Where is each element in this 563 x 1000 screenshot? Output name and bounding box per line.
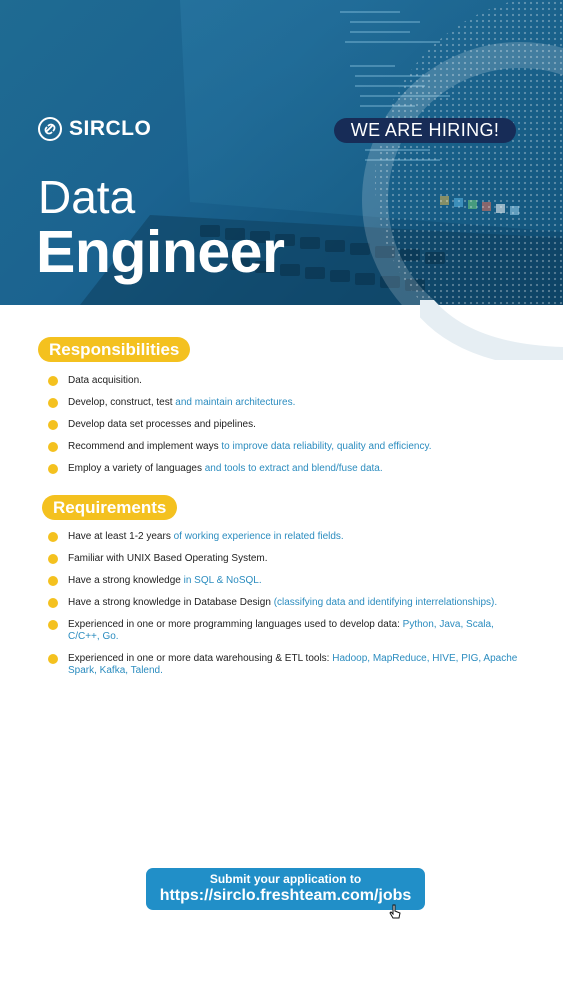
list-item: Experienced in one or more data warehousing & ETL tools: Hadoop, MapReduce, HIVE, PIG, Apache Spark, Kafka, Talend. xyxy=(48,653,518,677)
requirements-list xyxy=(48,531,518,677)
list-item: Have at least 1-2 years of working experience in related fields. xyxy=(48,531,518,543)
hiring-badge: WE ARE HIRING! xyxy=(334,118,516,143)
bullet-icon xyxy=(48,442,58,452)
responsibilities-heading: Responsibilities xyxy=(38,337,190,362)
application-url[interactable]: https://sirclo.freshteam.com/jobs xyxy=(159,887,412,904)
list-item: Develop data set processes and pipelines. xyxy=(48,419,528,431)
bullet-icon xyxy=(48,576,58,586)
job-title-line1: Data xyxy=(38,171,136,223)
bullet-icon xyxy=(48,464,58,474)
link-icon xyxy=(38,117,62,141)
bullet-icon xyxy=(48,598,58,608)
sirclo-logo xyxy=(38,115,151,143)
list-item: Develop, construct, test and maintain architectures. xyxy=(48,397,528,409)
hero-banner xyxy=(0,0,563,305)
apply-link-button[interactable] xyxy=(146,868,425,910)
cta-text: Submit your application to xyxy=(209,872,362,886)
bullet-icon xyxy=(48,554,58,564)
bullet-icon xyxy=(48,654,58,664)
decorative-ring xyxy=(420,300,563,360)
list-item: Data acquisition. xyxy=(48,375,528,387)
bullet-icon xyxy=(48,398,58,408)
list-item: Employ a variety of languages and tools to extract and blend/fuse data. xyxy=(48,463,528,475)
list-item: Have a strong knowledge in Database Design (classifying data and identifying interrelationships). xyxy=(48,597,518,609)
job-title-line2: Engineer xyxy=(36,219,285,285)
list-item: Experienced in one or more programming languages used to develop data: Python, Java, Scala, C/C++, Go. xyxy=(48,619,518,643)
list-item: Have a strong knowledge in SQL & NoSQL. xyxy=(48,575,518,587)
bullet-icon xyxy=(48,620,58,630)
bullet-icon xyxy=(48,376,58,386)
bullet-icon xyxy=(48,532,58,542)
requirements-heading: Requirements xyxy=(42,495,177,520)
brand-name: SIRCLO xyxy=(69,117,152,140)
bullet-icon xyxy=(48,420,58,430)
pointer-cursor-icon xyxy=(388,904,402,922)
responsibilities-list xyxy=(48,375,528,475)
list-item: Familiar with UNIX Based Operating System. xyxy=(48,553,518,565)
list-item: Recommend and implement ways to improve data reliability, quality and efficiency. xyxy=(48,441,528,453)
